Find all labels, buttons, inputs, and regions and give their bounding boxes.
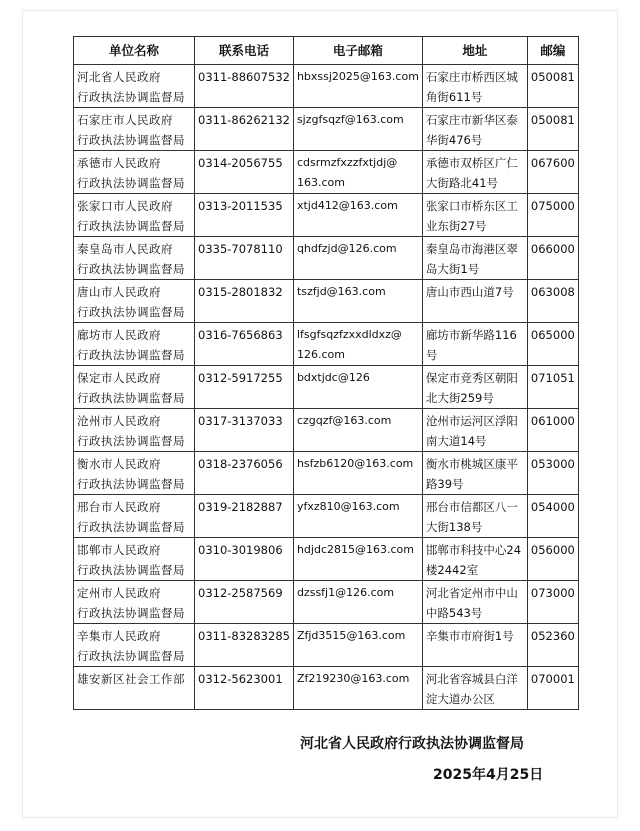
unit-name-line: 行政执法协调监督局 [77,305,185,319]
zip-text: 053000 [530,457,575,471]
header-address: 地址 [422,37,527,65]
address-cell [422,323,527,366]
email-cell [293,151,422,194]
address-cell [422,495,527,538]
address-cell [422,581,527,624]
zip-cell [527,495,578,538]
zip-text: 052360 [530,629,575,643]
unit-name-line: 河北省人民政府 [77,70,161,84]
unit-name-line: 行政执法协调监督局 [77,520,185,534]
email-line: qhdfzjd@126.com [296,242,397,255]
phone-text: 0313-2011535 [198,199,283,213]
address-line: 石家庄市新华区泰 [425,113,518,127]
unit-name-line: 行政执法协调监督局 [77,176,185,190]
phone-text: 0318-2376056 [198,457,283,471]
table-row [74,409,579,452]
table-row [74,108,579,151]
zip-cell [527,323,578,366]
table-body [74,65,579,710]
unit-name-line: 行政执法协调监督局 [77,477,185,491]
zip-cell [527,452,578,495]
address-line: 邢台市信都区八一 [425,500,518,514]
address-line: 承德市双桥区广仁 [425,156,518,170]
zip-cell [527,667,578,710]
phone-text: 0311-86262132 [198,113,290,127]
table-row [74,366,579,409]
zip-text: 066000 [530,242,575,256]
unit-name-line: 雄安新区社会工作部 [77,672,185,686]
unit-name-line: 秦皇岛市人民政府 [77,242,173,256]
unit-name-cell [74,581,195,624]
email-line: 163.com [296,176,345,189]
address-cell [422,538,527,581]
phone-text: 0315-2801832 [198,285,283,299]
address-line: 中路543号 [425,606,483,620]
address-cell [422,366,527,409]
unit-name-cell [74,452,195,495]
unit-name-line: 保定市人民政府 [77,371,161,385]
unit-name-line: 定州市人民政府 [77,586,161,600]
table-header-row [74,37,579,65]
unit-name-line: 行政执法协调监督局 [77,262,185,276]
phone-cell [195,151,294,194]
address-cell [422,237,527,280]
address-line: 石家庄市桥西区城 [425,70,518,84]
email-cell [293,495,422,538]
address-line: 大街路北41号 [425,176,499,190]
unit-name-cell [74,366,195,409]
email-cell [293,280,422,323]
zip-cell [527,194,578,237]
email-cell [293,366,422,409]
unit-name-line: 行政执法协调监督局 [77,606,185,620]
address-cell [422,452,527,495]
address-cell [422,280,527,323]
email-line: hbxssj2025@163.com [296,70,419,83]
phone-cell [195,581,294,624]
address-line: 秦皇岛市海港区翠 [425,242,518,256]
email-cell [293,581,422,624]
zip-cell [527,280,578,323]
phone-cell [195,409,294,452]
unit-name-cell [74,65,195,108]
contact-table [73,36,579,710]
phone-text: 0312-2587569 [198,586,283,600]
unit-name-cell [74,280,195,323]
email-cell [293,624,422,667]
email-cell [293,323,422,366]
phone-text: 0312-5917255 [198,371,283,385]
phone-cell [195,280,294,323]
zip-cell [527,409,578,452]
issuing-organization: 河北省人民政府行政执法协调监督局 [300,736,524,752]
unit-name-line: 行政执法协调监督局 [77,649,185,663]
email-cell [293,65,422,108]
address-line: 邯郸市科技中心24 [425,543,522,557]
email-line: Zfjd3515@163.com [296,629,406,642]
zip-text: 070001 [530,672,575,686]
address-cell [422,65,527,108]
email-line: sjzgfsqzf@163.com [296,113,404,126]
table-row [74,151,579,194]
phone-cell [195,538,294,581]
unit-name-line: 行政执法协调监督局 [77,348,185,362]
address-cell [422,108,527,151]
table-row [74,624,579,667]
address-line: 河北省容城县白洋 [425,672,518,686]
address-line: 华街476号 [425,133,483,147]
header-phone: 联系电话 [195,37,294,65]
unit-name-line: 承德市人民政府 [77,156,161,170]
unit-name-cell [74,538,195,581]
address-line: 业东街27号 [425,219,487,233]
address-cell [422,409,527,452]
zip-cell [527,65,578,108]
phone-cell [195,624,294,667]
unit-name-cell [74,323,195,366]
table-row [74,667,579,710]
phone-cell [195,495,294,538]
zip-cell [527,581,578,624]
header-email: 电子邮箱 [293,37,422,65]
address-line: 北大街259号 [425,391,494,405]
unit-name-cell [74,194,195,237]
phone-cell [195,108,294,151]
unit-name-line: 沧州市人民政府 [77,414,161,428]
header-zip: 邮编 [527,37,578,65]
phone-text: 0335-7078110 [198,242,283,256]
table-row [74,538,579,581]
zip-text: 075000 [530,199,575,213]
table-row [74,581,579,624]
address-line: 辛集市市府街1号 [425,629,514,643]
zip-text: 050081 [530,70,575,84]
zip-cell [527,366,578,409]
email-line: dzssfj1@126.com [296,586,395,599]
unit-name-line: 行政执法协调监督局 [77,90,185,104]
email-cell [293,538,422,581]
address-line: 河北省定州市中山 [425,586,518,600]
unit-name-line: 衡水市人民政府 [77,457,161,471]
address-line: 淀大道办公区 [425,692,495,706]
address-cell [422,194,527,237]
address-line: 角街611号 [425,90,483,104]
unit-name-cell [74,409,195,452]
unit-name-cell [74,495,195,538]
phone-text: 0314-2056755 [198,156,283,170]
zip-text: 067600 [530,156,575,170]
address-cell [422,667,527,710]
email-line: bdxtjdc@126 [296,371,370,384]
email-line: czgqzf@163.com [296,414,392,427]
phone-text: 0319-2182887 [198,500,283,514]
zip-text: 056000 [530,543,575,557]
email-line: hsfzb6120@163.com [296,457,414,470]
table-row [74,495,579,538]
phone-cell [195,323,294,366]
zip-cell [527,237,578,280]
zip-text: 063008 [530,285,575,299]
email-line: yfxz810@163.com [296,500,400,513]
unit-name-line: 行政执法协调监督局 [77,219,185,233]
zip-text: 054000 [530,500,575,514]
phone-text: 0316-7656863 [198,328,283,342]
unit-name-line: 行政执法协调监督局 [77,133,185,147]
phone-cell [195,366,294,409]
address-cell [422,151,527,194]
address-line: 大街138号 [425,520,483,534]
phone-text: 0317-3137033 [198,414,283,428]
zip-cell [527,624,578,667]
address-line: 保定市竞秀区朝阳 [425,371,518,385]
zip-text: 065000 [530,328,575,342]
zip-cell [527,108,578,151]
unit-name-line: 唐山市人民政府 [77,285,161,299]
phone-cell [195,237,294,280]
unit-name-line: 邯郸市人民政府 [77,543,161,557]
unit-name-line: 辛集市人民政府 [77,629,161,643]
phone-text: 0312-5623001 [198,672,283,686]
unit-name-line: 张家口市人民政府 [77,199,173,213]
header-unit-name: 单位名称 [74,37,195,65]
email-line: hdjdc2815@163.com [296,543,414,556]
unit-name-line: 石家庄市人民政府 [77,113,173,127]
unit-name-line: 廊坊市人民政府 [77,328,161,342]
table-row [74,452,579,495]
zip-text: 061000 [530,414,575,428]
email-cell [293,194,422,237]
address-line: 沧州市运河区浮阳 [425,414,518,428]
email-line: xtjd412@163.com [296,199,398,212]
email-cell [293,237,422,280]
zip-text: 073000 [530,586,575,600]
email-line: lfsgfsqzfzxxdldxz@ [296,328,402,341]
table-row [74,280,579,323]
email-cell [293,452,422,495]
address-line: 路39号 [425,477,464,491]
phone-text: 0311-88607532 [198,70,290,84]
unit-name-line: 邢台市人民政府 [77,500,161,514]
zip-cell [527,151,578,194]
unit-name-line: 行政执法协调监督局 [77,563,185,577]
email-cell [293,409,422,452]
phone-cell [195,194,294,237]
table-row [74,323,579,366]
unit-name-cell [74,237,195,280]
address-line: 衡水市桃城区康平 [425,457,518,471]
address-line: 岛大街1号 [425,262,480,276]
phone-text: 0310-3019806 [198,543,283,557]
phone-cell [195,667,294,710]
table-row [74,237,579,280]
zip-cell [527,538,578,581]
address-line: 张家口市桥东区工 [425,199,518,213]
unit-name-cell [74,624,195,667]
table-row [74,194,579,237]
unit-name-line: 行政执法协调监督局 [77,434,185,448]
issue-date: 2025年4月25日 [433,767,544,783]
email-line: Zf219230@163.com [296,672,410,685]
unit-name-cell [74,151,195,194]
phone-text: 0311-83283285 [198,629,290,643]
email-line: cdsrmzfxzzfxtjdj@ [296,156,398,169]
address-line: 唐山市西山道7号 [425,285,514,299]
email-cell [293,667,422,710]
unit-name-cell [74,667,195,710]
zip-text: 050081 [530,113,575,127]
email-line: 126.com [296,348,345,361]
address-line: 廊坊市新华路116 [425,328,517,342]
phone-cell [195,452,294,495]
phone-cell [195,65,294,108]
zip-text: 071051 [530,371,575,385]
address-line: 南大道14号 [425,434,487,448]
address-line: 号 [425,348,438,362]
email-cell [293,108,422,151]
table-row [74,65,579,108]
address-line: 楼2442室 [425,563,479,577]
unit-name-line: 行政执法协调监督局 [77,391,185,405]
unit-name-cell [74,108,195,151]
email-line: tszfjd@163.com [296,285,386,298]
address-cell [422,624,527,667]
